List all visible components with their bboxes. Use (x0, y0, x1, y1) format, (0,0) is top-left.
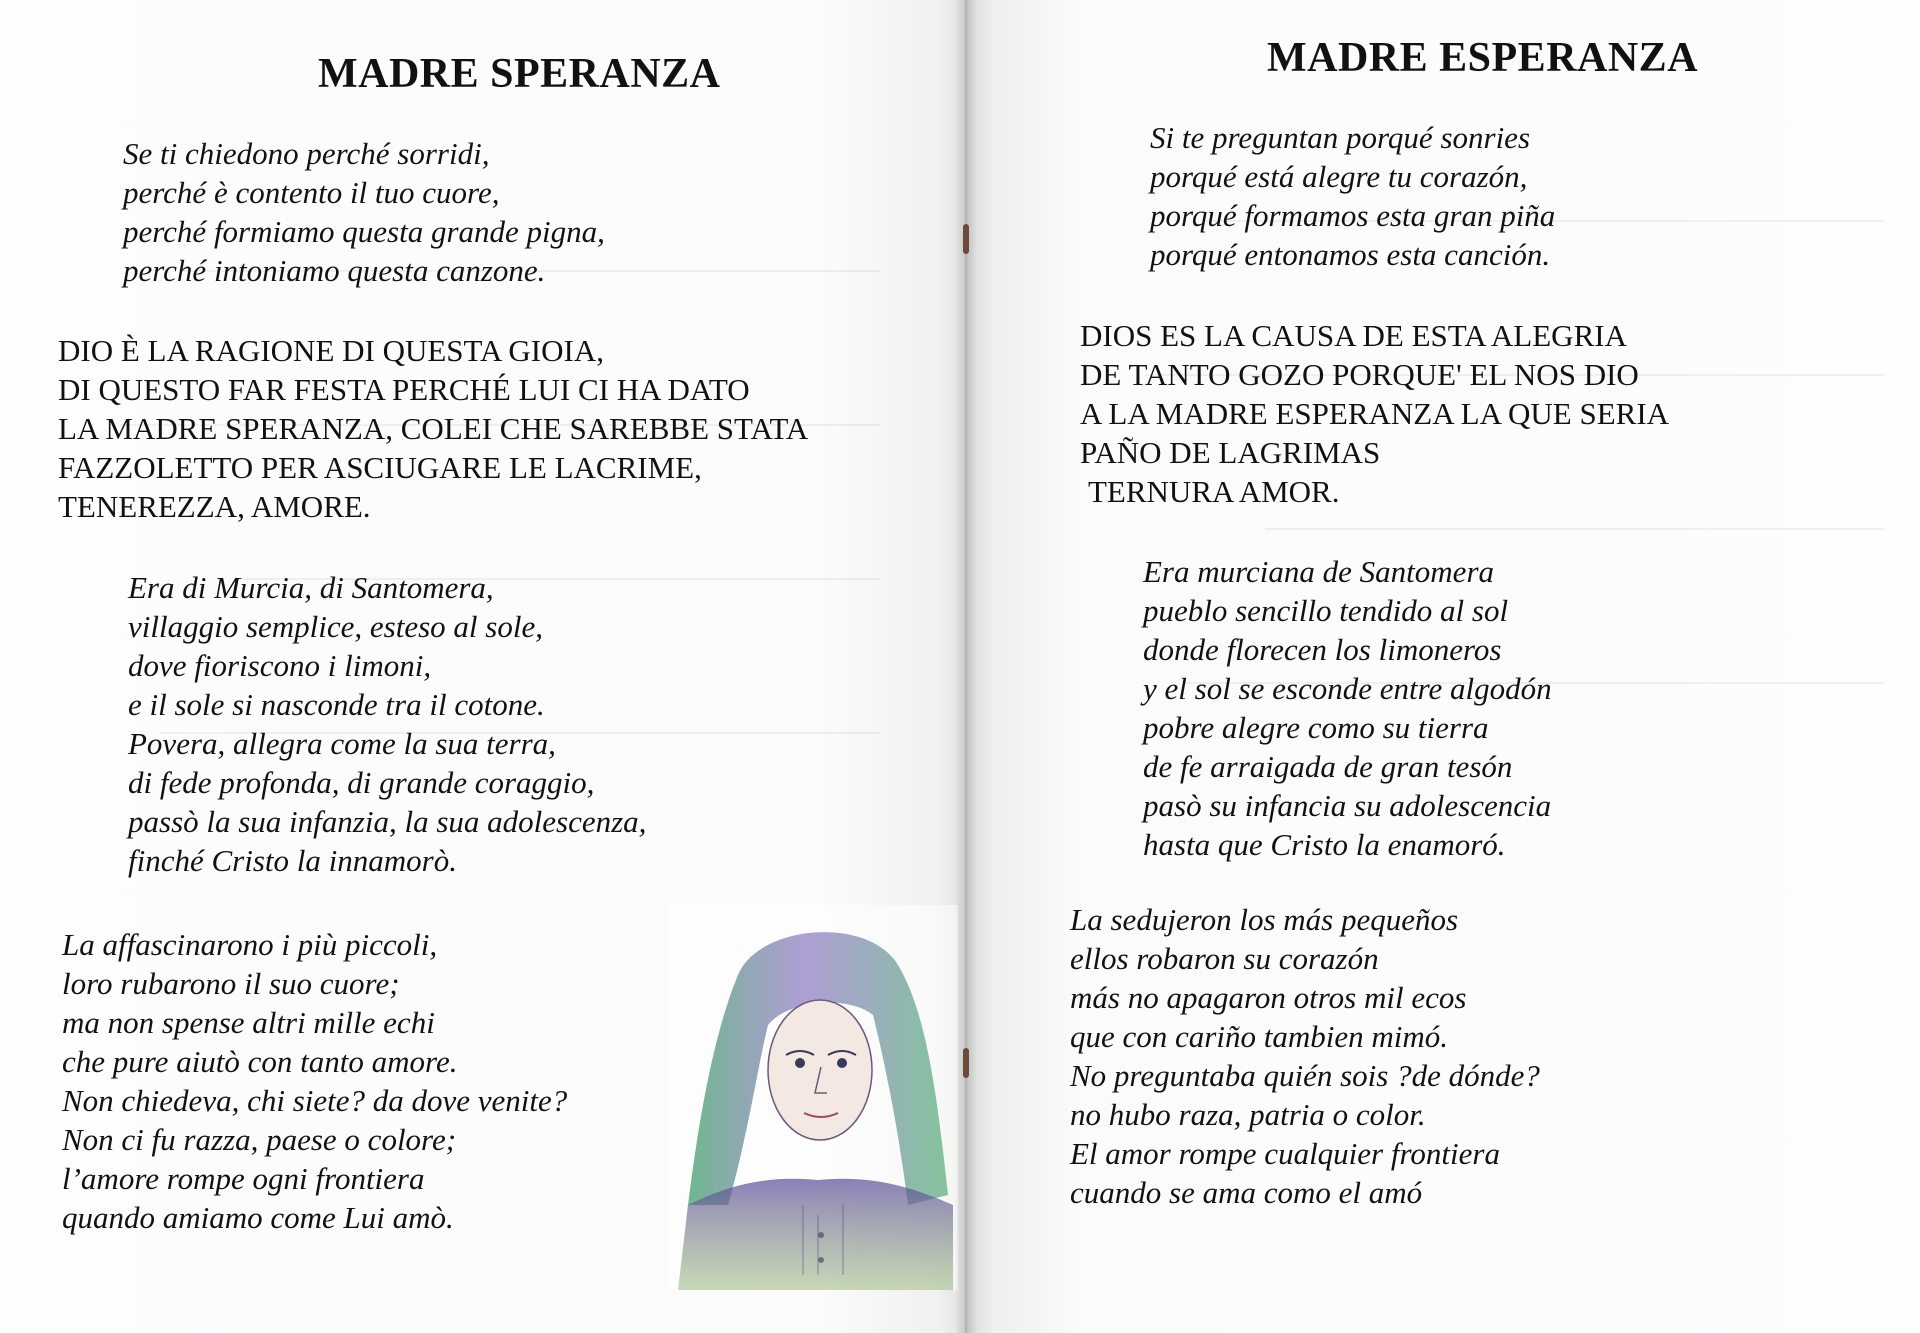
chorus-line: TENEREZZA, AMORE. (58, 489, 371, 524)
verse-line: donde florecen los limoneros (1143, 632, 1502, 667)
verse-line: ma non spense altri mille echi (62, 1005, 435, 1040)
verse-line: Non chiedeva, chi siete? da dove venite? (62, 1083, 568, 1118)
verse-line: di fede profonda, di grande coraggio, (128, 765, 595, 800)
verse-line: Povera, allegra come la sua terra, (128, 726, 556, 761)
chorus-line: DE TANTO GOZO PORQUE' EL NOS DIO (1080, 357, 1639, 392)
verse-line: porqué formamos esta gran piña (1150, 198, 1556, 233)
right-stanza-3 (1070, 900, 1540, 1212)
verse-line: dove fioriscono i limoni, (128, 648, 432, 683)
right-page-title: MADRE ESPERANZA (1267, 35, 1699, 81)
verse-line: que con cariño tambien mimó. (1070, 1019, 1448, 1054)
verse-line: Era di Murcia, di Santomera, (128, 570, 494, 605)
verse-line: Si te preguntan porqué sonries (1150, 120, 1531, 155)
chorus-line: DI QUESTO FAR FESTA PERCHÉ LUI CI HA DATO (58, 372, 750, 407)
verse-line: perché intoniamo questa canzone. (123, 253, 546, 288)
verse-line: perché formiamo questa grande pigna, (123, 214, 605, 249)
chorus-line: DIO È LA RAGIONE DI QUESTA GIOIA, (58, 333, 604, 368)
chorus-line: TERNURA AMOR. (1088, 474, 1340, 509)
verse-line: cuando se ama como el amó (1070, 1175, 1423, 1210)
verse-line: pueblo sencillo tendido al sol (1143, 593, 1509, 628)
verse-line: pobre alegre como su tierra (1143, 710, 1489, 745)
verse-line: Non ci fu razza, paese o colore; (62, 1122, 457, 1157)
verse-line: pasò su infancia su adolescencia (1143, 788, 1552, 823)
staple (963, 224, 969, 254)
right-page (965, 0, 1920, 1333)
verse-line: El amor rompe cualquier frontiera (1070, 1136, 1500, 1171)
right-stanza-1 (1150, 118, 1555, 274)
left-stanza-2 (128, 568, 646, 880)
verse-line: de fe arraigada de gran tesón (1143, 749, 1513, 784)
verse-line: Se ti chiedono perché sorridi, (123, 136, 490, 171)
verse-line: passò la sua infanzia, la sua adolescenza, (128, 804, 647, 839)
portrait-sketch (668, 905, 958, 1290)
verse-line: La sedujeron los más pequeños (1070, 902, 1459, 937)
staple (963, 1048, 969, 1078)
verse-line: ellos robaron su corazón (1070, 941, 1379, 976)
left-page-title: MADRE SPERANZA (318, 51, 721, 97)
verse-line: y el sol se esconde entre algodón (1143, 671, 1552, 706)
left-stanza-3 (62, 925, 567, 1237)
verse-line: Era murciana de Santomera (1143, 554, 1495, 589)
chorus-line: PAÑO DE LAGRIMAS (1080, 435, 1381, 470)
verse-line: loro rubarono il suo cuore; (62, 966, 400, 1001)
verse-line: más no apagaron otros mil ecos (1070, 980, 1467, 1015)
verse-line: e il sole si nasconde tra il cotone. (128, 687, 545, 722)
verse-line: perché è contento il tuo cuore, (123, 175, 500, 210)
right-chorus (1080, 316, 1669, 511)
chorus-line: DIOS ES LA CAUSA DE ESTA ALEGRIA (1080, 318, 1627, 353)
chorus-line: A LA MADRE ESPERANZA LA QUE SERIA (1080, 396, 1670, 431)
verse-line: La affascinarono i più piccoli, (62, 927, 438, 962)
chorus-line: LA MADRE SPERANZA, COLEI CHE SAREBBE STATA (58, 411, 809, 446)
book-gutter (955, 0, 977, 1333)
left-chorus (58, 331, 808, 526)
verse-line: No preguntaba quién sois ?de dónde? (1070, 1058, 1540, 1093)
verse-line: quando amiamo come Lui amò. (62, 1200, 454, 1235)
verse-line: porqué entonamos esta canción. (1150, 237, 1551, 272)
right-stanza-2 (1143, 552, 1552, 864)
verse-line: hasta que Cristo la enamoró. (1143, 827, 1506, 862)
verse-line: l’amore rompe ogni frontiera (62, 1161, 425, 1196)
verse-line: no hubo raza, patria o color. (1070, 1097, 1426, 1132)
verse-line: porqué está alegre tu corazón, (1150, 159, 1528, 194)
verse-line: finché Cristo la innamorò. (128, 843, 457, 878)
chorus-line: FAZZOLETTO PER ASCIUGARE LE LACRIME, (58, 450, 702, 485)
verse-line: che pure aiutò con tanto amore. (62, 1044, 458, 1079)
verse-line: villaggio semplice, esteso al sole, (128, 609, 543, 644)
left-stanza-1 (123, 134, 605, 290)
